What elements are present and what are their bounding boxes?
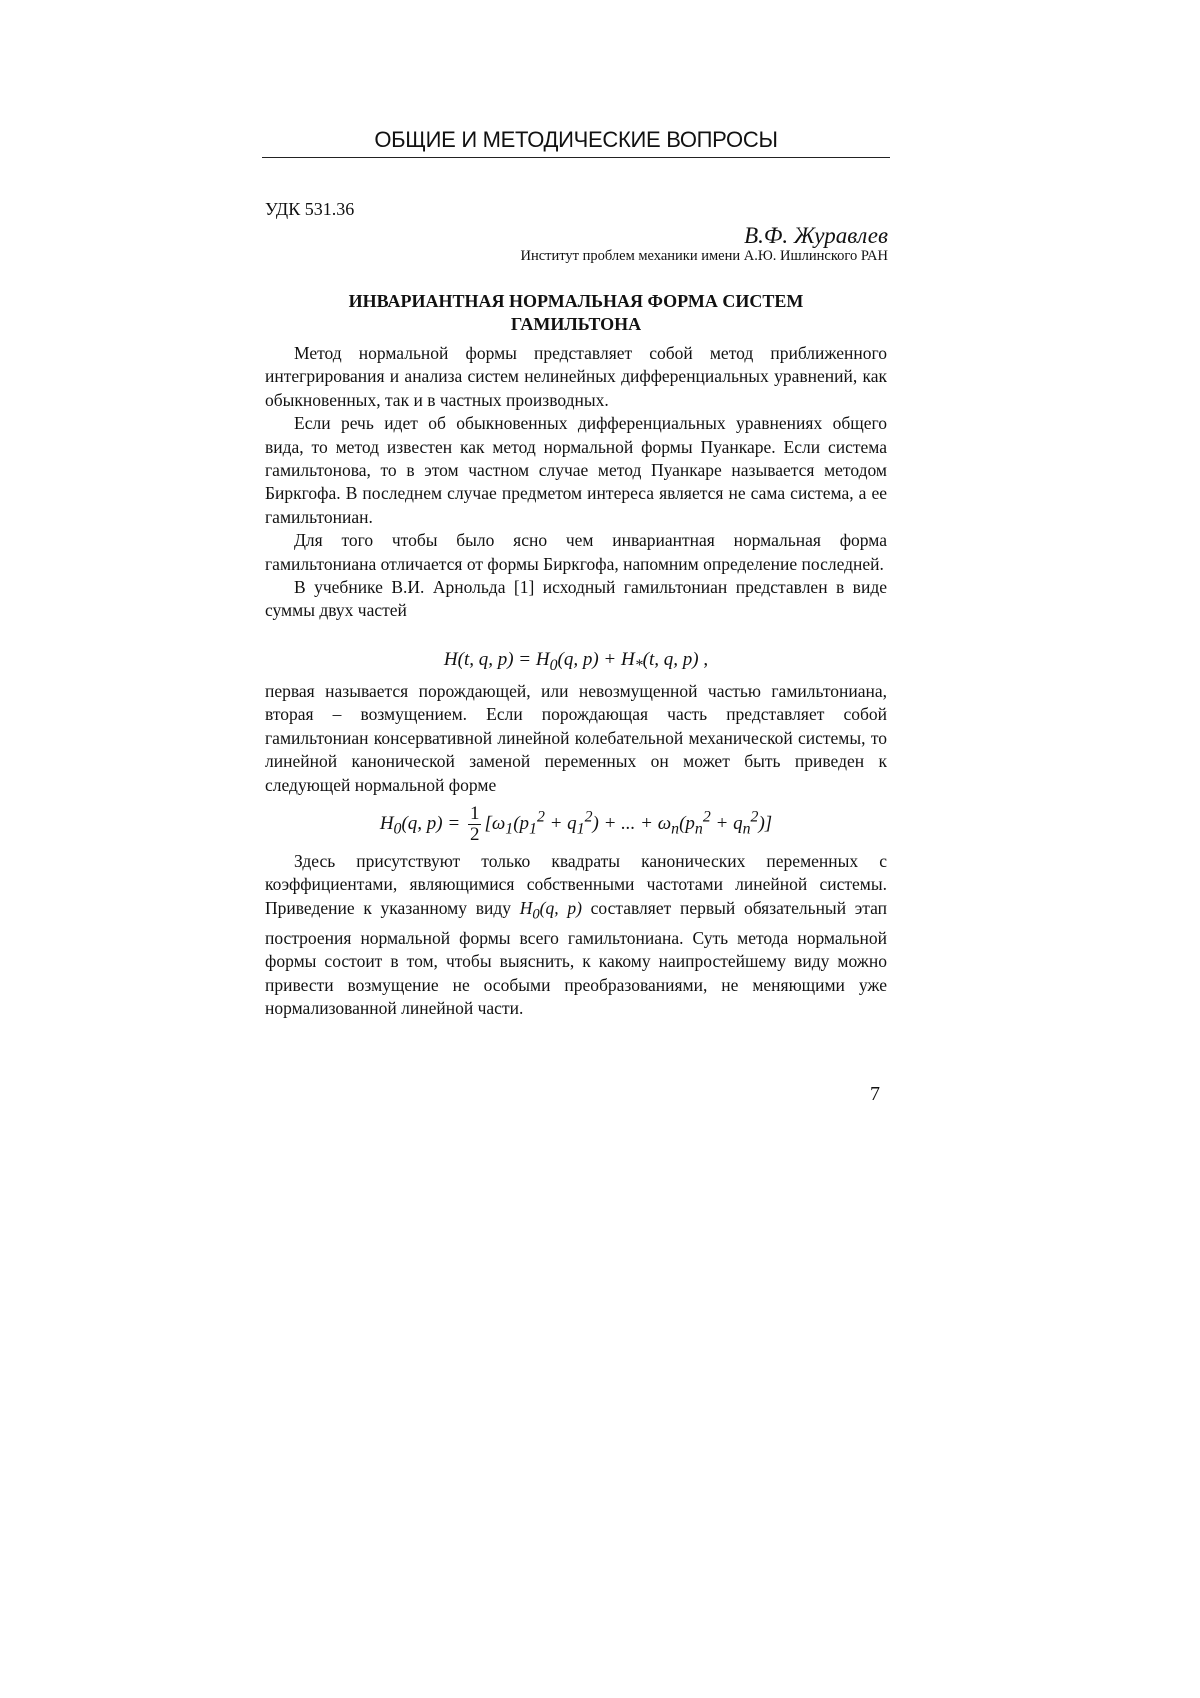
- body-block-2: [265, 680, 887, 797]
- paragraph-6: [265, 850, 887, 1020]
- paragraph-6-continuation: составляет первый обязательный этап построения нормальной формы всего гамильтониана. Суть метода нормальной формы состоит в том, чтобы выяснить, к какому наипростейшему виду можно привести возмущение не особыми преобразованиями, не меняющими уже нормализованной линейной части.: [265, 897, 888, 1018]
- title-line-1: ИНВАРИАНТНАЯ НОРМАЛЬНАЯ ФОРМА СИСТЕМ: [348, 291, 804, 311]
- paragraph-3: Для того чтобы было ясно чем инвариантная нормальная форма гамильтониана отличается от формы Биркгофа, напомним определение последней.: [265, 530, 887, 574]
- title-line-2: ГАМИЛЬТОНА: [510, 314, 642, 334]
- paragraph-5: первая называется порождающей, или невозмущенной частью гамильтониана, вторая – возмущением. Если порождающая часть представляет собой гамильтониан консервативной линейной колебательной механической системы, то линейной канонической заменой переменных он может быть приведен к следующей нормальной форме: [265, 681, 887, 795]
- article-title: [265, 290, 887, 336]
- equation-normal-form: $H_0(q$, p) = $\frac{1}{2}$ [$\omega_1(p_1^2 + q_1^2)$ + ... + $\omega_n(p_n^2 + q_n^2)$]: [379, 803, 773, 845]
- paragraph-1: Метод нормальной формы представляет собой метод приближенного интегрирования и анализа систем нелинейных дифференциальных уравнений, как обыкновенных, так и в частных производных.: [265, 343, 887, 410]
- paragraph-2: Если речь идет об обыкновенных дифференциальных уравнениях общего вида, то метод известен как метод нормальной формы Пуанкаре. Если система гамильтонова, то в этом частном случае метод Пуанкаре называется методом Биркгофа. В последнем случае предметом интереса является не сама система, а ее гамильтониан.: [265, 413, 887, 527]
- inline-equation-h0: $H_0(q$, p): [519, 897, 582, 923]
- author-name: В.Ф. Журавлев: [744, 223, 888, 248]
- fraction-one-half: $\frac{1}{2}$: [469, 803, 480, 845]
- paragraph-4: В учебнике В.И. Арнольда [1] исходный гамильтониан представлен в виде суммы двух частей: [265, 577, 887, 621]
- body-block-3: [265, 850, 887, 1020]
- section-header: ОБЩИЕ И МЕТОДИЧЕСКИЕ ВОПРОСЫ: [374, 127, 778, 152]
- paragraph-6-text: Здесь присутствуют только квадраты канонических переменных с коэффициентами, являющимися собственными частотами линейной системы. Приведение к указанному виду: [265, 851, 887, 918]
- body-block-1: [265, 342, 887, 623]
- page-number: 7: [870, 1083, 880, 1105]
- equation-hamiltonian-sum: H(t, q, $p) = H_0(q$, $p) + H_*(t$, q, p) ,: [443, 649, 709, 674]
- udk-code: УДК 531.36: [265, 199, 355, 219]
- author-affiliation: Институт проблем механики имени А.Ю. Ишлинского РАН: [520, 248, 888, 264]
- header-rule: [262, 157, 890, 158]
